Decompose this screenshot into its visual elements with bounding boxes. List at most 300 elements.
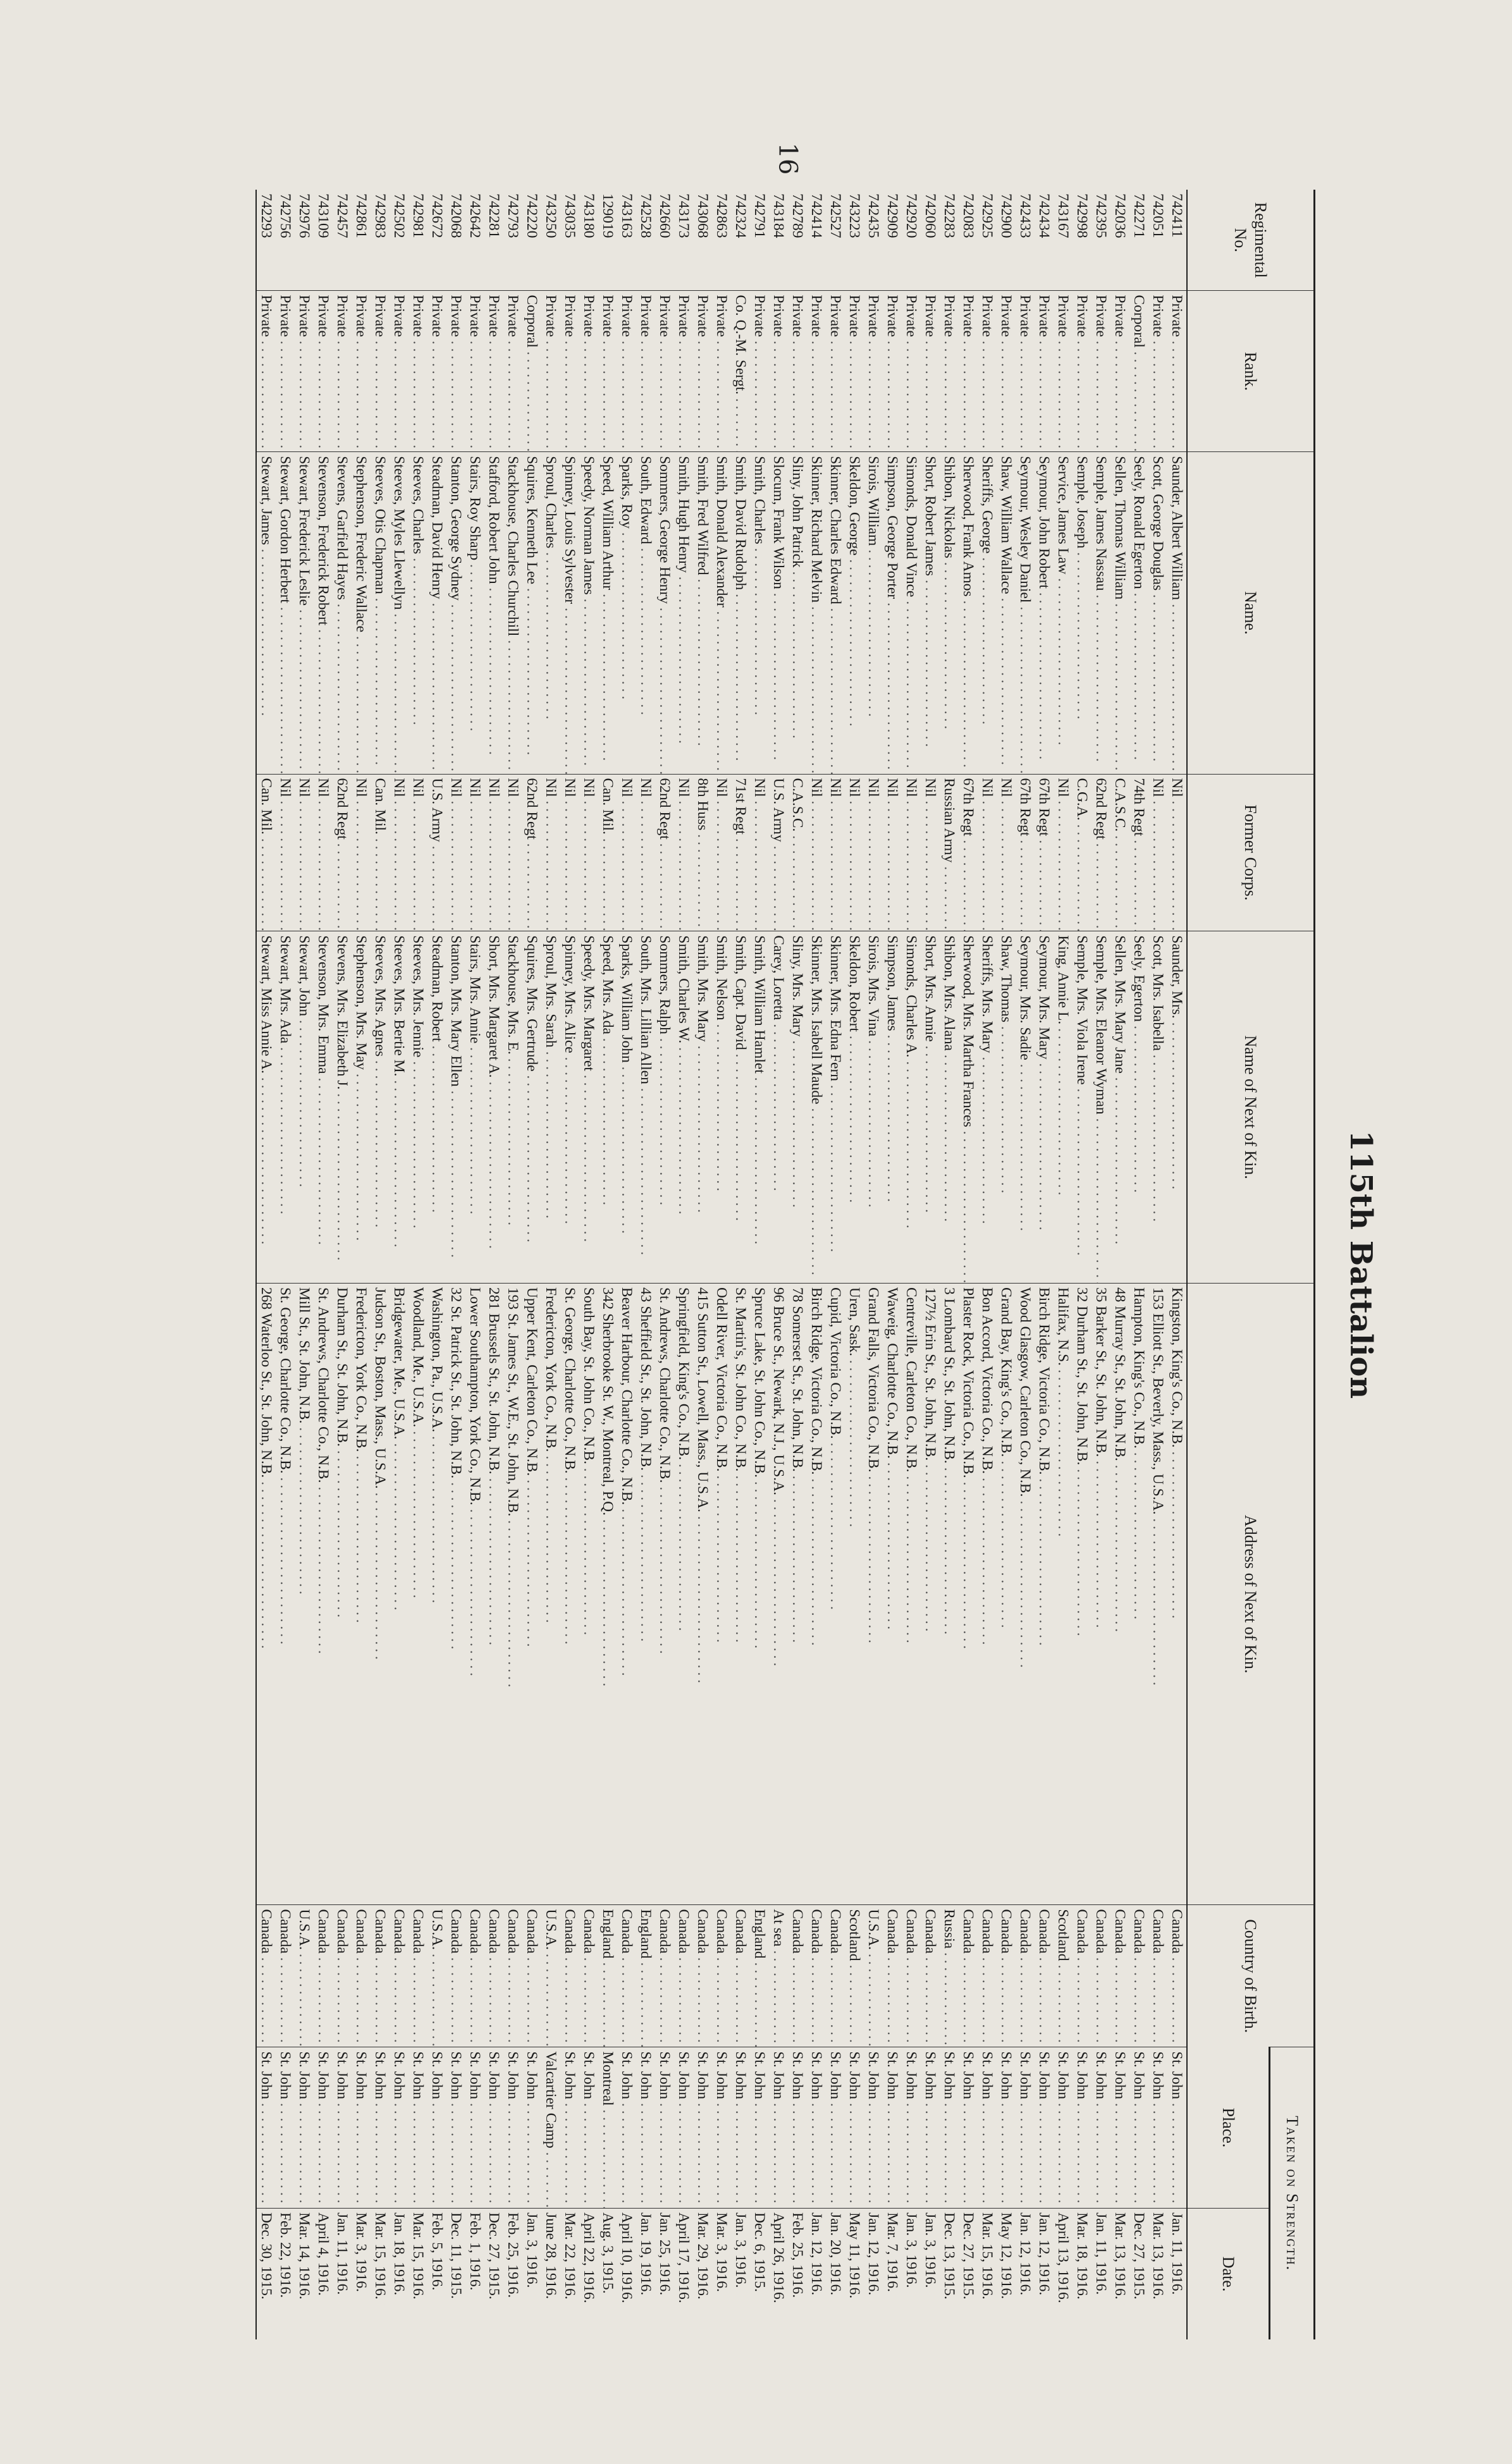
cell-address-next-of-kin: Odell River, Victoria Co., N.B. . . . bbox=[712, 1284, 731, 1905]
cell-former-corps: Nil . . . bbox=[712, 774, 731, 931]
cell-name-next-of-kin: Stevenson, Mrs. Emma . . . bbox=[314, 931, 333, 1284]
cell-name-next-of-kin: Skinner, Mrs. Isabell Maude . . . bbox=[807, 931, 826, 1284]
cell-country-of-birth: Canada . . . bbox=[693, 1905, 712, 2047]
cell-former-corps: Nil . . . bbox=[446, 774, 465, 931]
cell-address-next-of-kin: 32 Durham St., St. John, N.B. . . . bbox=[1073, 1284, 1091, 1905]
cell-name-next-of-kin: Stephenson, Mrs. May . . . bbox=[352, 931, 371, 1284]
cell-place: St. John . . . bbox=[636, 2047, 655, 2209]
cell-former-corps: 67th Regt . . . bbox=[1016, 774, 1035, 931]
cell-address-next-of-kin: St. Andrews, Charlotte Co., N.B. . . . bbox=[314, 1284, 333, 1905]
cell-place: St. John . . . bbox=[1091, 2047, 1110, 2209]
cell-place: St. John . . . bbox=[731, 2047, 750, 2209]
cell-country-of-birth: Canada . . . bbox=[731, 1905, 750, 2047]
cell-former-corps: Nil . . . bbox=[978, 774, 997, 931]
cell-address-next-of-kin: Plaster Rock, Victoria Co., N.B. . . . bbox=[959, 1284, 978, 1905]
cell-country-of-birth: Canada . . . bbox=[921, 1905, 940, 2047]
cell-date: April 4, 1916. bbox=[314, 2209, 333, 2339]
cell-place: Valcartier Camp . . . bbox=[541, 2047, 560, 2209]
page-title: 115th Battalion bbox=[1343, 1130, 1379, 1399]
cell-rank: Private . . . bbox=[295, 291, 314, 452]
cell-name: Smith, David Rudolph . . . bbox=[731, 452, 750, 774]
table-row bbox=[1016, 190, 1035, 2339]
cell-rank: Corporal . . . bbox=[522, 291, 541, 452]
cell-country-of-birth: Canada . . . bbox=[560, 1905, 579, 2047]
cell-date: Mar. 7, 1916. bbox=[883, 2209, 902, 2339]
cell-regimental-no: 742271 bbox=[1131, 193, 1147, 238]
cell-country-of-birth: Canada . . . bbox=[788, 1905, 807, 2047]
cell-regimental-no: 742909 bbox=[884, 193, 900, 238]
table-row bbox=[921, 190, 940, 2339]
cell-date: Mar. 14, 1916. bbox=[295, 2209, 314, 2339]
cell-name: Squires, Kenneth Lee . . . bbox=[522, 452, 541, 774]
cell-place: St. John . . . bbox=[1110, 2047, 1129, 2209]
cell-name: Skinner, Charles Edward . . . bbox=[826, 452, 845, 774]
cell-regimental-no: 742434 bbox=[1036, 193, 1052, 238]
cell-regimental-no: 742220 bbox=[524, 193, 540, 238]
cell-address-next-of-kin: Woodland, Me., U.S.A. . . . bbox=[409, 1284, 427, 1905]
cell-place: St. John . . . bbox=[1167, 2047, 1187, 2209]
cell-place: St. John . . . bbox=[978, 2047, 997, 2209]
cell-address-next-of-kin: Judson St., Boston, Mass., U.S.A. . . . bbox=[371, 1284, 390, 1905]
table-row bbox=[1167, 190, 1187, 2339]
cell-address-next-of-kin: Washington, Pa., U.S.A. . . . bbox=[427, 1284, 446, 1905]
cell-former-corps: Nil . . . bbox=[560, 774, 579, 931]
cell-rank: Private . . . bbox=[333, 291, 352, 452]
cell-regimental-no: 743173 bbox=[675, 193, 692, 238]
cell-date: Dec. 30, 1915. bbox=[256, 2209, 276, 2339]
cell-address-next-of-kin: Beaver Harbour, Charlotte Co., N.B. . . . bbox=[617, 1284, 636, 1905]
cell-former-corps: Nil . . . bbox=[807, 774, 826, 931]
cell-place: St. John . . . bbox=[845, 2047, 864, 2209]
page-number: 16 bbox=[773, 142, 802, 175]
table-row bbox=[617, 190, 636, 2339]
cell-name: South, Edward . . . bbox=[636, 452, 655, 774]
cell-place: St. John . . . bbox=[921, 2047, 940, 2209]
cell-country-of-birth: Canada . . . bbox=[1091, 1905, 1110, 2047]
table-row bbox=[333, 190, 352, 2339]
table-row bbox=[579, 190, 598, 2339]
cell-former-corps: Nil . . . bbox=[750, 774, 769, 931]
table-row bbox=[826, 190, 845, 2339]
table-row bbox=[1073, 190, 1091, 2339]
cell-regimental-no: 743184 bbox=[770, 193, 787, 238]
cell-place: St. John . . . bbox=[1148, 2047, 1167, 2209]
cell-place: St. John . . . bbox=[560, 2047, 579, 2209]
table-row bbox=[807, 190, 826, 2339]
cell-country-of-birth: Canada . . . bbox=[256, 1905, 276, 2047]
cell-regimental-no: 742068 bbox=[448, 193, 464, 238]
cell-name: Stewart, Gordon Herbert . . . bbox=[276, 452, 295, 774]
cell-name: Sheriffs, George . . . bbox=[978, 452, 997, 774]
cell-regimental-no: 742051 bbox=[1150, 193, 1166, 238]
cell-name: Shaw, William Wallace . . . bbox=[997, 452, 1016, 774]
cell-country-of-birth: Scotland . . . bbox=[845, 1905, 864, 2047]
cell-date: Dec. 6, 1915. bbox=[750, 2209, 769, 2339]
table-row bbox=[465, 190, 484, 2339]
cell-regimental-no: 743068 bbox=[694, 193, 711, 238]
cell-place: St. John . . . bbox=[902, 2047, 921, 2209]
cell-rank: Co. Q.-M. Sergt. . . . bbox=[731, 291, 750, 452]
table-row bbox=[1110, 190, 1129, 2339]
cell-rank: Private . . . bbox=[598, 291, 617, 452]
cell-rank: Private . . . bbox=[750, 291, 769, 452]
cell-name: Smith, Hugh Henry . . . bbox=[674, 452, 693, 774]
table-row bbox=[636, 190, 655, 2339]
cell-rank: Private . . . bbox=[845, 291, 864, 452]
cell-name: Sellen, Thomas William . . . bbox=[1110, 452, 1129, 774]
cell-date: Dec. 27, 1915. bbox=[1129, 2209, 1148, 2339]
cell-country-of-birth: Canada . . . bbox=[959, 1905, 978, 2047]
cell-place: St. John . . . bbox=[693, 2047, 712, 2209]
cell-name-next-of-kin: Seely, Egerton . . . bbox=[1129, 931, 1148, 1284]
cell-former-corps: Can. Mil. . . . bbox=[371, 774, 390, 931]
cell-address-next-of-kin: Fredericton, York Co., N.B. . . . bbox=[541, 1284, 560, 1905]
table-row bbox=[769, 190, 788, 2339]
cell-regimental-no: 742435 bbox=[865, 193, 882, 238]
cell-date: Jan. 12, 1916. bbox=[1035, 2209, 1054, 2339]
cell-name: Stevenson, Frederick Robert . . . bbox=[314, 452, 333, 774]
cell-date: April 17, 1916. bbox=[674, 2209, 693, 2339]
cell-regimental-no: 742976 bbox=[296, 193, 312, 238]
cell-address-next-of-kin: 96 Bruce St., Newark, N.J., U.S.A. . . . bbox=[769, 1284, 788, 1905]
cell-address-next-of-kin: 35 Barker St., St. John, N.B. . . . bbox=[1091, 1284, 1110, 1905]
cell-former-corps: Nil . . . bbox=[276, 774, 295, 931]
cell-country-of-birth: Canada . . . bbox=[1035, 1905, 1054, 2047]
table-row bbox=[352, 190, 371, 2339]
cell-regimental-no: 742324 bbox=[732, 193, 749, 238]
cell-former-corps: Nil . . . bbox=[883, 774, 902, 931]
cell-regimental-no: 742414 bbox=[808, 193, 825, 238]
cell-regimental-no: 129019 bbox=[599, 193, 616, 238]
cell-former-corps: 8th Huss . . . bbox=[693, 774, 712, 931]
cell-place: St. John . . . bbox=[997, 2047, 1016, 2209]
cell-name-next-of-kin: Simonds, Charles A. . . . bbox=[902, 931, 921, 1284]
cell-regimental-no: 742789 bbox=[789, 193, 806, 238]
table-header bbox=[1187, 190, 1315, 2339]
table-row bbox=[1035, 190, 1054, 2339]
cell-place: St. John . . . bbox=[465, 2047, 484, 2209]
cell-rank: Private . . . bbox=[864, 291, 883, 452]
cell-country-of-birth: Canada . . . bbox=[276, 1905, 295, 2047]
cell-country-of-birth: England . . . bbox=[750, 1905, 769, 2047]
cell-country-of-birth: At sea . . . bbox=[769, 1905, 788, 2047]
cell-place: St. John . . . bbox=[959, 2047, 978, 2209]
cell-former-corps: Nil . . . bbox=[409, 774, 427, 931]
cell-regimental-no: 742283 bbox=[941, 193, 957, 238]
cell-regimental-no: 742527 bbox=[827, 193, 844, 238]
cell-rank: Private . . . bbox=[788, 291, 807, 452]
cell-country-of-birth: Canada . . . bbox=[902, 1905, 921, 2047]
cell-date: April 13, 1916. bbox=[1054, 2209, 1073, 2339]
cell-name-next-of-kin: Skeldon, Robert . . . bbox=[845, 931, 864, 1284]
cell-rank: Private . . . bbox=[769, 291, 788, 452]
cell-name: Stewart, James . . . bbox=[256, 452, 276, 774]
cell-rank: Private . . . bbox=[997, 291, 1016, 452]
cell-date: Jan. 18, 1916. bbox=[390, 2209, 409, 2339]
cell-country-of-birth: Canada . . . bbox=[617, 1905, 636, 2047]
cell-regimental-no: 742900 bbox=[998, 193, 1014, 238]
cell-former-corps: Nil . . . bbox=[503, 774, 522, 931]
cell-rank: Private . . . bbox=[409, 291, 427, 452]
cell-name-next-of-kin: Semple, Mrs. Viola Irene . . . bbox=[1073, 931, 1091, 1284]
cell-address-next-of-kin: 153 Elliott St., Beverly, Mass., U.S.A. . . . bbox=[1148, 1284, 1167, 1905]
cell-date: Dec. 11, 1915. bbox=[446, 2209, 465, 2339]
cell-date: Mar. 15, 1916. bbox=[978, 2209, 997, 2339]
cell-address-next-of-kin: Birch Ridge, Victoria Co., N.B. . . . bbox=[1035, 1284, 1054, 1905]
cell-country-of-birth: Canada . . . bbox=[674, 1905, 693, 2047]
cell-former-corps: Nil . . . bbox=[1054, 774, 1073, 931]
cell-regimental-no: 742660 bbox=[656, 193, 673, 238]
cell-rank: Private . . . bbox=[1167, 291, 1187, 452]
cell-date: May 12, 1916. bbox=[997, 2209, 1016, 2339]
cell-name: Spinney, Louis Sylvester . . . bbox=[560, 452, 579, 774]
cell-regimental-no: 742863 bbox=[713, 193, 730, 238]
cell-regimental-no: 742293 bbox=[256, 190, 276, 291]
cell-country-of-birth: Canada . . . bbox=[883, 1905, 902, 2047]
cell-country-of-birth: Canada . . . bbox=[1110, 1905, 1129, 2047]
cell-name-next-of-kin: Stewart, Mrs. Ada . . . bbox=[276, 931, 295, 1284]
cell-former-corps: Nil . . . bbox=[617, 774, 636, 931]
cell-country-of-birth: Canada . . . bbox=[522, 1905, 541, 2047]
cell-address-next-of-kin: 78 Somerset St., St. John, N.B. . . . bbox=[788, 1284, 807, 1905]
cell-name: Simpson, George Porter . . . bbox=[883, 452, 902, 774]
cell-date: Jan. 11, 1916. bbox=[1091, 2209, 1110, 2339]
cell-name: Saunder, Albert William . . . bbox=[1167, 452, 1187, 774]
table-row bbox=[674, 190, 693, 2339]
cell-name: Steeves, Otis Chapman . . . bbox=[371, 452, 390, 774]
cell-regimental-no: 742060 bbox=[922, 193, 938, 238]
cell-regimental-no: 742793 bbox=[505, 193, 521, 238]
cell-name: Stairs, Roy Sharp . . . bbox=[465, 452, 484, 774]
cell-place: St. John . . . bbox=[256, 2047, 276, 2209]
cell-regimental-no: 743035 bbox=[562, 193, 578, 238]
table-row bbox=[940, 190, 959, 2339]
cell-address-next-of-kin: 342 Sherbrooke St. W., Montreal, P.Q. . . . bbox=[598, 1284, 617, 1905]
cell-country-of-birth: U.S.A. . . . bbox=[541, 1905, 560, 2047]
cell-name-next-of-kin: Stackhouse, Mrs. E. . . . bbox=[503, 931, 522, 1284]
cell-name: Shibon, Nickolas . . . bbox=[940, 452, 959, 774]
cell-place: St. John . . . bbox=[807, 2047, 826, 2209]
cell-name: Seymour, Wesley Daniel . . . bbox=[1016, 452, 1035, 774]
cell-address-next-of-kin: 127½ Erin St., St. John, N.B. . . . bbox=[921, 1284, 940, 1905]
cell-country-of-birth: Canada . . . bbox=[352, 1905, 371, 2047]
cell-name: Sproul, Charles . . . bbox=[541, 452, 560, 774]
cell-regimental-no: 743180 bbox=[581, 193, 597, 238]
cell-country-of-birth: Canada . . . bbox=[826, 1905, 845, 2047]
cell-place: St. John . . . bbox=[617, 2047, 636, 2209]
cell-place: St. John . . . bbox=[655, 2047, 674, 2209]
table-row bbox=[997, 190, 1016, 2339]
cell-rank: Private . . . bbox=[541, 291, 560, 452]
cell-date: April 26, 1916. bbox=[769, 2209, 788, 2339]
cell-address-next-of-kin: Grand Falls, Victoria Co., N.B. . . . bbox=[864, 1284, 883, 1905]
cell-address-next-of-kin: Lower Southampton, York Co., N.B. . . . bbox=[465, 1284, 484, 1905]
cell-rank: Private . . . bbox=[1035, 291, 1054, 452]
cell-former-corps: Nil . . . bbox=[295, 774, 314, 931]
rotated-document bbox=[139, 190, 1379, 2339]
cell-former-corps: Nil . . . bbox=[636, 774, 655, 931]
cell-rank: Private . . . bbox=[427, 291, 446, 452]
cell-regimental-no: 742036 bbox=[1112, 193, 1128, 238]
table-row bbox=[959, 190, 978, 2339]
cell-address-next-of-kin: Fredericton, York Co., N.B. . . . bbox=[352, 1284, 371, 1905]
cell-name-next-of-kin: King, Annie L. . . . bbox=[1054, 931, 1073, 1284]
cell-place: St. John . . . bbox=[352, 2047, 371, 2209]
cell-regimental-no: 742642 bbox=[467, 193, 483, 238]
cell-country-of-birth: Canada . . . bbox=[1148, 1905, 1167, 2047]
cell-date: Mar. 29, 1916. bbox=[693, 2209, 712, 2339]
cell-address-next-of-kin: 3 Lombard St., St. John, N.B. . . . bbox=[940, 1284, 959, 1905]
nominal-roll-table bbox=[255, 190, 1315, 2339]
cell-address-next-of-kin: Bon Accord, Victoria Co., N.B. . . . bbox=[978, 1284, 997, 1905]
cell-former-corps: Nil . . . bbox=[864, 774, 883, 931]
cell-name: Stephenson, Frederic Wallace . . . bbox=[352, 452, 371, 774]
cell-name-next-of-kin: Sliny, Mrs. Mary . . . bbox=[788, 931, 807, 1284]
cell-regimental-no: 742981 bbox=[410, 193, 426, 238]
header-place: Place. bbox=[1187, 2047, 1270, 2209]
cell-place: St. John . . . bbox=[1073, 2047, 1091, 2209]
cell-place: St. John . . . bbox=[712, 2047, 731, 2209]
cell-place: St. John . . . bbox=[427, 2047, 446, 2209]
table-row bbox=[883, 190, 902, 2339]
cell-address-next-of-kin: St. George, Charlotte Co., N.B. . . . bbox=[276, 1284, 295, 1905]
cell-name-next-of-kin: Sommers, Ralph . . . bbox=[655, 931, 674, 1284]
cell-former-corps: 62nd Regt . . . bbox=[333, 774, 352, 931]
cell-address-next-of-kin: Upper Kent, Carleton Co., N.B. . . . bbox=[522, 1284, 541, 1905]
cell-rank: Private . . . bbox=[276, 291, 295, 452]
cell-former-corps: Nil . . . bbox=[390, 774, 409, 931]
cell-place: St. John . . . bbox=[371, 2047, 390, 2209]
cell-address-next-of-kin: 32 St. Patrick St., St. John, N.B. . . . bbox=[446, 1284, 465, 1905]
cell-name-next-of-kin: Scott, Mrs. Isabella . . . bbox=[1148, 931, 1167, 1284]
cell-name-next-of-kin: Speedy, Mrs. Margaret . . . bbox=[579, 931, 598, 1284]
cell-name-next-of-kin: Simpson, James . . . bbox=[883, 931, 902, 1284]
cell-former-corps: U.S. Army . . . bbox=[427, 774, 446, 931]
cell-country-of-birth: Canada . . . bbox=[333, 1905, 352, 2047]
cell-regimental-no: 742998 bbox=[1074, 193, 1090, 238]
cell-date: Feb. 1, 1916. bbox=[465, 2209, 484, 2339]
cell-former-corps: Nil . . . bbox=[484, 774, 503, 931]
cell-date: Jan. 25, 1916. bbox=[655, 2209, 674, 2339]
cell-date: Mar. 22, 1916. bbox=[560, 2209, 579, 2339]
cell-rank: Private . . . bbox=[465, 291, 484, 452]
cell-name-next-of-kin: Carey, Loretta . . . bbox=[769, 931, 788, 1284]
cell-rank: Private . . . bbox=[959, 291, 978, 452]
table-row bbox=[1129, 190, 1148, 2339]
cell-date: Jan. 11, 1916. bbox=[1167, 2209, 1187, 2339]
table-row bbox=[693, 190, 712, 2339]
cell-name-next-of-kin: Saunder, Mrs. . . . bbox=[1167, 931, 1187, 1284]
table-row bbox=[712, 190, 731, 2339]
cell-address-next-of-kin: Wood Glasgow, Carleton Co., N.B. . . . bbox=[1016, 1284, 1035, 1905]
cell-address-next-of-kin: Halifax, N.S. . . . bbox=[1054, 1284, 1073, 1905]
cell-country-of-birth: Canada . . . bbox=[1167, 1905, 1187, 2047]
cell-address-next-of-kin: 193 St. James St., W.E., St. John, N.B. . . . bbox=[503, 1284, 522, 1905]
cell-rank: Private . . . bbox=[940, 291, 959, 452]
cell-address-next-of-kin: Grand Bay, King's Co., N.B. . . . bbox=[997, 1284, 1016, 1905]
cell-name: Sliny, John Patrick . . . bbox=[788, 452, 807, 774]
cell-name: Sparks, Roy . . . bbox=[617, 452, 636, 774]
cell-address-next-of-kin: 268 Waterloo St., St. John, N.B. . . . bbox=[256, 1284, 276, 1905]
cell-place: St. John . . . bbox=[1054, 2047, 1073, 2209]
cell-name: Steeves, Myles Llewellyn . . . bbox=[390, 452, 409, 774]
cell-name-next-of-kin: Sherwood, Mrs. Martha Frances . . . bbox=[959, 931, 978, 1284]
cell-name-next-of-kin: Steeves, Mrs. Agnes . . . bbox=[371, 931, 390, 1284]
cell-name-next-of-kin: Steadman, Robert . . . bbox=[427, 931, 446, 1284]
cell-country-of-birth: Canada . . . bbox=[579, 1905, 598, 2047]
cell-regimental-no: 742502 bbox=[391, 193, 407, 238]
cell-name: Sommers, George Henry . . . bbox=[655, 452, 674, 774]
cell-country-of-birth: U.S.A. . . . bbox=[295, 1905, 314, 2047]
cell-name-next-of-kin: Smith, Charles W. . . . bbox=[674, 931, 693, 1284]
cell-former-corps: Nil . . . bbox=[314, 774, 333, 931]
cell-former-corps: Nil . . . bbox=[541, 774, 560, 931]
cell-date: Jan. 20, 1916. bbox=[826, 2209, 845, 2339]
table-row bbox=[276, 190, 295, 2339]
cell-address-next-of-kin: Birch Ridge, Victoria Co., N.B. . . . bbox=[807, 1284, 826, 1905]
cell-address-next-of-kin: South Bay, St. John Co., N.B. . . . bbox=[579, 1284, 598, 1905]
cell-former-corps: 71st Regt . . . bbox=[731, 774, 750, 931]
cell-former-corps: Nil . . . bbox=[465, 774, 484, 931]
cell-name-next-of-kin: Smith, Mrs. Mary . . . bbox=[693, 931, 712, 1284]
table-row bbox=[902, 190, 921, 2339]
cell-regimental-no: 742083 bbox=[960, 193, 976, 238]
cell-name: Stevens, Garfield Hayes . . . bbox=[333, 452, 352, 774]
cell-place: St. John . . . bbox=[579, 2047, 598, 2209]
cell-place: St. John . . . bbox=[940, 2047, 959, 2209]
table-row bbox=[295, 190, 314, 2339]
cell-rank: Private . . . bbox=[921, 291, 940, 452]
cell-date: Mar. 13, 1916. bbox=[1110, 2209, 1129, 2339]
cell-rank: Private . . . bbox=[314, 291, 333, 452]
cell-address-next-of-kin: Spruce Lake, St. John Co., N.B. . . . bbox=[750, 1284, 769, 1905]
cell-name: Speedy, Norman James . . . bbox=[579, 452, 598, 774]
cell-former-corps: C.G.A. . . . bbox=[1073, 774, 1091, 931]
cell-former-corps: Nil . . . bbox=[352, 774, 371, 931]
table-row bbox=[788, 190, 807, 2339]
cell-rank: Private . . . bbox=[712, 291, 731, 452]
cell-former-corps: C.A.S.C. . . . bbox=[788, 774, 807, 931]
cell-name-next-of-kin: Sheriffs, Mrs. Mary . . . bbox=[978, 931, 997, 1284]
cell-rank: Private . . . bbox=[1073, 291, 1091, 452]
cell-date: Mar. 3, 1916. bbox=[712, 2209, 731, 2339]
cell-name-next-of-kin: Stewart, Miss Annie A. . . . bbox=[256, 931, 276, 1284]
cell-date: Dec. 13, 1915. bbox=[940, 2209, 959, 2339]
cell-address-next-of-kin: Springfield, King's Co., N.B. . . . bbox=[674, 1284, 693, 1905]
cell-former-corps: Can. Mil. . . . bbox=[598, 774, 617, 931]
cell-date: Jan. 12, 1916. bbox=[1016, 2209, 1035, 2339]
cell-former-corps: Nil . . . bbox=[1167, 774, 1187, 931]
cell-name-next-of-kin: Stanton, Mrs. Mary Ellen . . . bbox=[446, 931, 465, 1284]
cell-address-next-of-kin: St. Martin's, St. John Co., N.B. . . . bbox=[731, 1284, 750, 1905]
cell-name: Seymour, John Robert . . . bbox=[1035, 452, 1054, 774]
cell-country-of-birth: Canada . . . bbox=[1016, 1905, 1035, 2047]
cell-date: Jan. 19, 1916. bbox=[636, 2209, 655, 2339]
cell-name: Skeldon, George . . . bbox=[845, 452, 864, 774]
cell-place: St. John . . . bbox=[750, 2047, 769, 2209]
cell-address-next-of-kin: 48 Murray St., St. John, N.B. . . . bbox=[1110, 1284, 1129, 1905]
table-row bbox=[522, 190, 541, 2339]
cell-name: Smith, Fred Wilfred . . . bbox=[693, 452, 712, 774]
cell-address-next-of-kin: Waweig, Charlotte Co., N.B. . . . bbox=[883, 1284, 902, 1905]
cell-name: Steadman, David Henry . . . bbox=[427, 452, 446, 774]
cell-place: St. John . . . bbox=[295, 2047, 314, 2209]
cell-name-next-of-kin: Steeves, Mrs. Bertie M. . . . bbox=[390, 931, 409, 1284]
cell-country-of-birth: Canada . . . bbox=[484, 1905, 503, 2047]
table-row bbox=[541, 190, 560, 2339]
cell-rank: Private . . . bbox=[1016, 291, 1035, 452]
cell-name: Stewart, Frederick Leslie . . . bbox=[295, 452, 314, 774]
